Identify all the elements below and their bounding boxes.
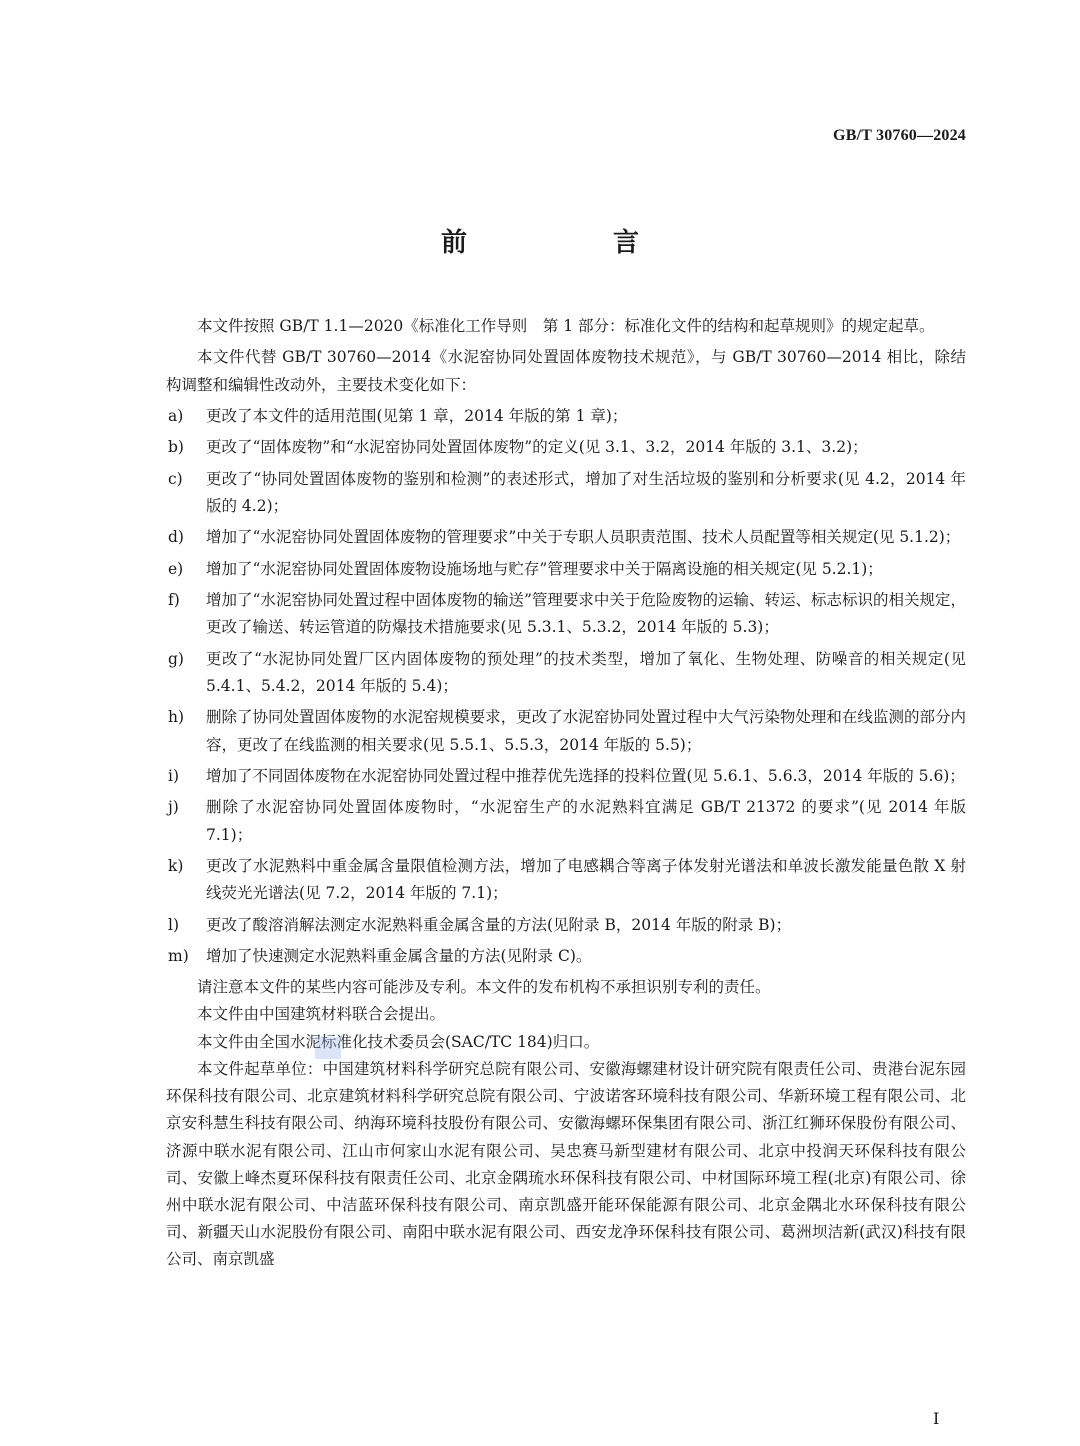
item-text: 更改了“固体废物”和“水泥窑协同处置固体废物”的定义(见 3.1、3.2，2014 年版的 3.1、3.2)； [206,438,868,457]
change-item-k [166,853,966,907]
standard-code: GB/T 30760—2024 [833,127,966,144]
change-item-a [166,403,966,430]
item-marker: l) [168,915,180,934]
item-text: 增加了“水泥窑协同处置固体废物的管理要求”中关于专职人员职责范围、技术人员配置等相关规定(见 5.1.2)； [206,528,961,547]
item-marker: f) [168,591,180,610]
item-marker: b) [168,438,184,457]
item-text: 更改了酸溶消解法测定水泥熟料重金属含量的方法(见附录 B，2014 年版的附录 B)； [206,915,792,934]
item-marker: g) [168,649,184,668]
document-body [166,313,966,1274]
item-marker: h) [168,708,185,727]
item-marker: c) [168,469,183,488]
item-marker: a) [168,406,184,425]
item-marker: i) [168,766,180,785]
selection-highlight [315,1037,341,1059]
proposer-paragraph: 本文件由中国建筑材料联合会提出。 [197,1005,446,1024]
change-item-d [166,524,966,551]
item-text: 增加了不同固体废物在水泥窑协同处置过程中推荐优先选择的投料位置(见 5.6.1、5.6.3，2014 年版的 5.6)； [206,766,965,785]
change-item-i [166,763,966,790]
item-marker: k) [168,856,184,875]
item-marker: j) [168,798,179,817]
item-text: 更改了“水泥协同处置厂区内固体废物的预处理”的技术类型，增加了氧化、生物处理、防噪音的相关规定(见 5.4.1、5.4.2，2014 年版的 5.4)； [206,649,966,695]
intro-paragraph-1: 本文件按照 GB/T 1.1—2020《标准化工作导则 第 1 部分：标准化文件的结构和起草规则》的规定起草。 [197,317,935,335]
change-item-b [166,434,966,461]
change-item-e [166,556,966,583]
item-text: 增加了“水泥窑协同处置过程中固体废物的输送”管理要求中关于危险废物的运输、转运、标志标识的相关规定，更改了输送、转运管道的防爆技术措施要求(见 5.3.1、5.3.2，2014 年版的 5.3)； [206,591,966,637]
change-item-h [166,704,966,758]
page-title: 前 言 [440,228,699,258]
item-text: 增加了“水泥窑协同处置固体废物设施场地与贮存”管理要求中关于隔离设施的相关规定(见 5.2.1)； [206,559,883,578]
committee-paragraph: 本文件由全国水泥标准化技术委员会(SAC/TC 184)归口。 [197,1032,600,1051]
item-text: 删除了水泥窑协同处置固体废物时，“水泥窑生产的水泥熟料宜满足 GB/T 21372 的要求”(见 2014 年版 7.1)； [206,798,966,844]
drafting-units-paragraph: 本文件起草单位：中国建筑材料科学研究总院有限公司、安徽海螺建材设计研究院有限责任公司、贵港台泥东园环保科技有限公司、北京建筑材料科学研究总院有限公司、宁波诺客环境科技有限公司、华新环境工程有限公司、北京安科慧生科技有限公司、纳海环境科技股份有限公司、安徽海螺环保集团有限公司、浙江红狮环保股份有限公司、济源中联水泥有限公司、江山市何家山水泥有限公司、吴忠赛马新型建材有限公司、北京中投润天环保科技有限公司、安徽上峰杰夏环保科技有限责任公司、北京金隅琉水环保科技有限公司、中材国际环境工程(北京)有限公司、徐州中联水泥有限公司、中洁蓝环保科技有限公司、南京凯盛开能环保能源有限公司、北京金隅北水环保科技有限公司、新疆天山水泥股份有限公司、南阳中联水泥有限公司、西安龙净环保科技有限公司、葛洲坝洁新(武汉)科技有限公司、南京凯盛 [166,1059,966,1269]
item-text: 删除了协同处置固体废物的水泥窑规模要求，更改了水泥窑协同处置过程中大气污染物处理和在线监测的部分内容，更改了在线监测的相关要求(见 5.5.1、5.5.3，2014 年版的 5.5)； [206,708,966,754]
item-marker: d) [168,528,184,547]
change-item-l [166,912,966,939]
item-text: 更改了“协同处置固体废物的鉴别和检测”的表述形式，增加了对生活垃圾的鉴别和分析要求(见 4.2，2014 年版的 4.2)； [206,469,966,515]
item-marker: m) [168,946,189,965]
patent-notice: 请注意本文件的某些内容可能涉及专利。本文件的发布机构不承担识别专利的责任。 [197,978,771,997]
intro-paragraph-2: 本文件代替 GB/T 30760—2014《水泥窑协同处置固体废物技术规范》，与 GB/T 30760—2014 相比，除结构调整和编辑性改动外，主要技术变化如下： [166,348,966,394]
item-marker: e) [168,559,184,578]
item-text: 更改了本文件的适用范围(见第 1 章，2014 年版的第 1 章)； [206,406,628,425]
change-item-g [166,646,966,700]
change-item-c [166,466,966,520]
item-text: 增加了快速测定水泥熟料重金属含量的方法(见附录 C)。 [206,946,592,965]
item-text: 更改了水泥熟料中重金属含量限值检测方法，增加了电感耦合等离子体发射光谱法和单波长激发能量色散 X 射线荧光光谱法(见 7.2，2014 年版的 7.1)； [206,856,966,903]
change-item-j [166,794,966,848]
change-item-f [166,587,966,641]
change-item-m [166,943,966,970]
page-number: I [933,1409,940,1428]
